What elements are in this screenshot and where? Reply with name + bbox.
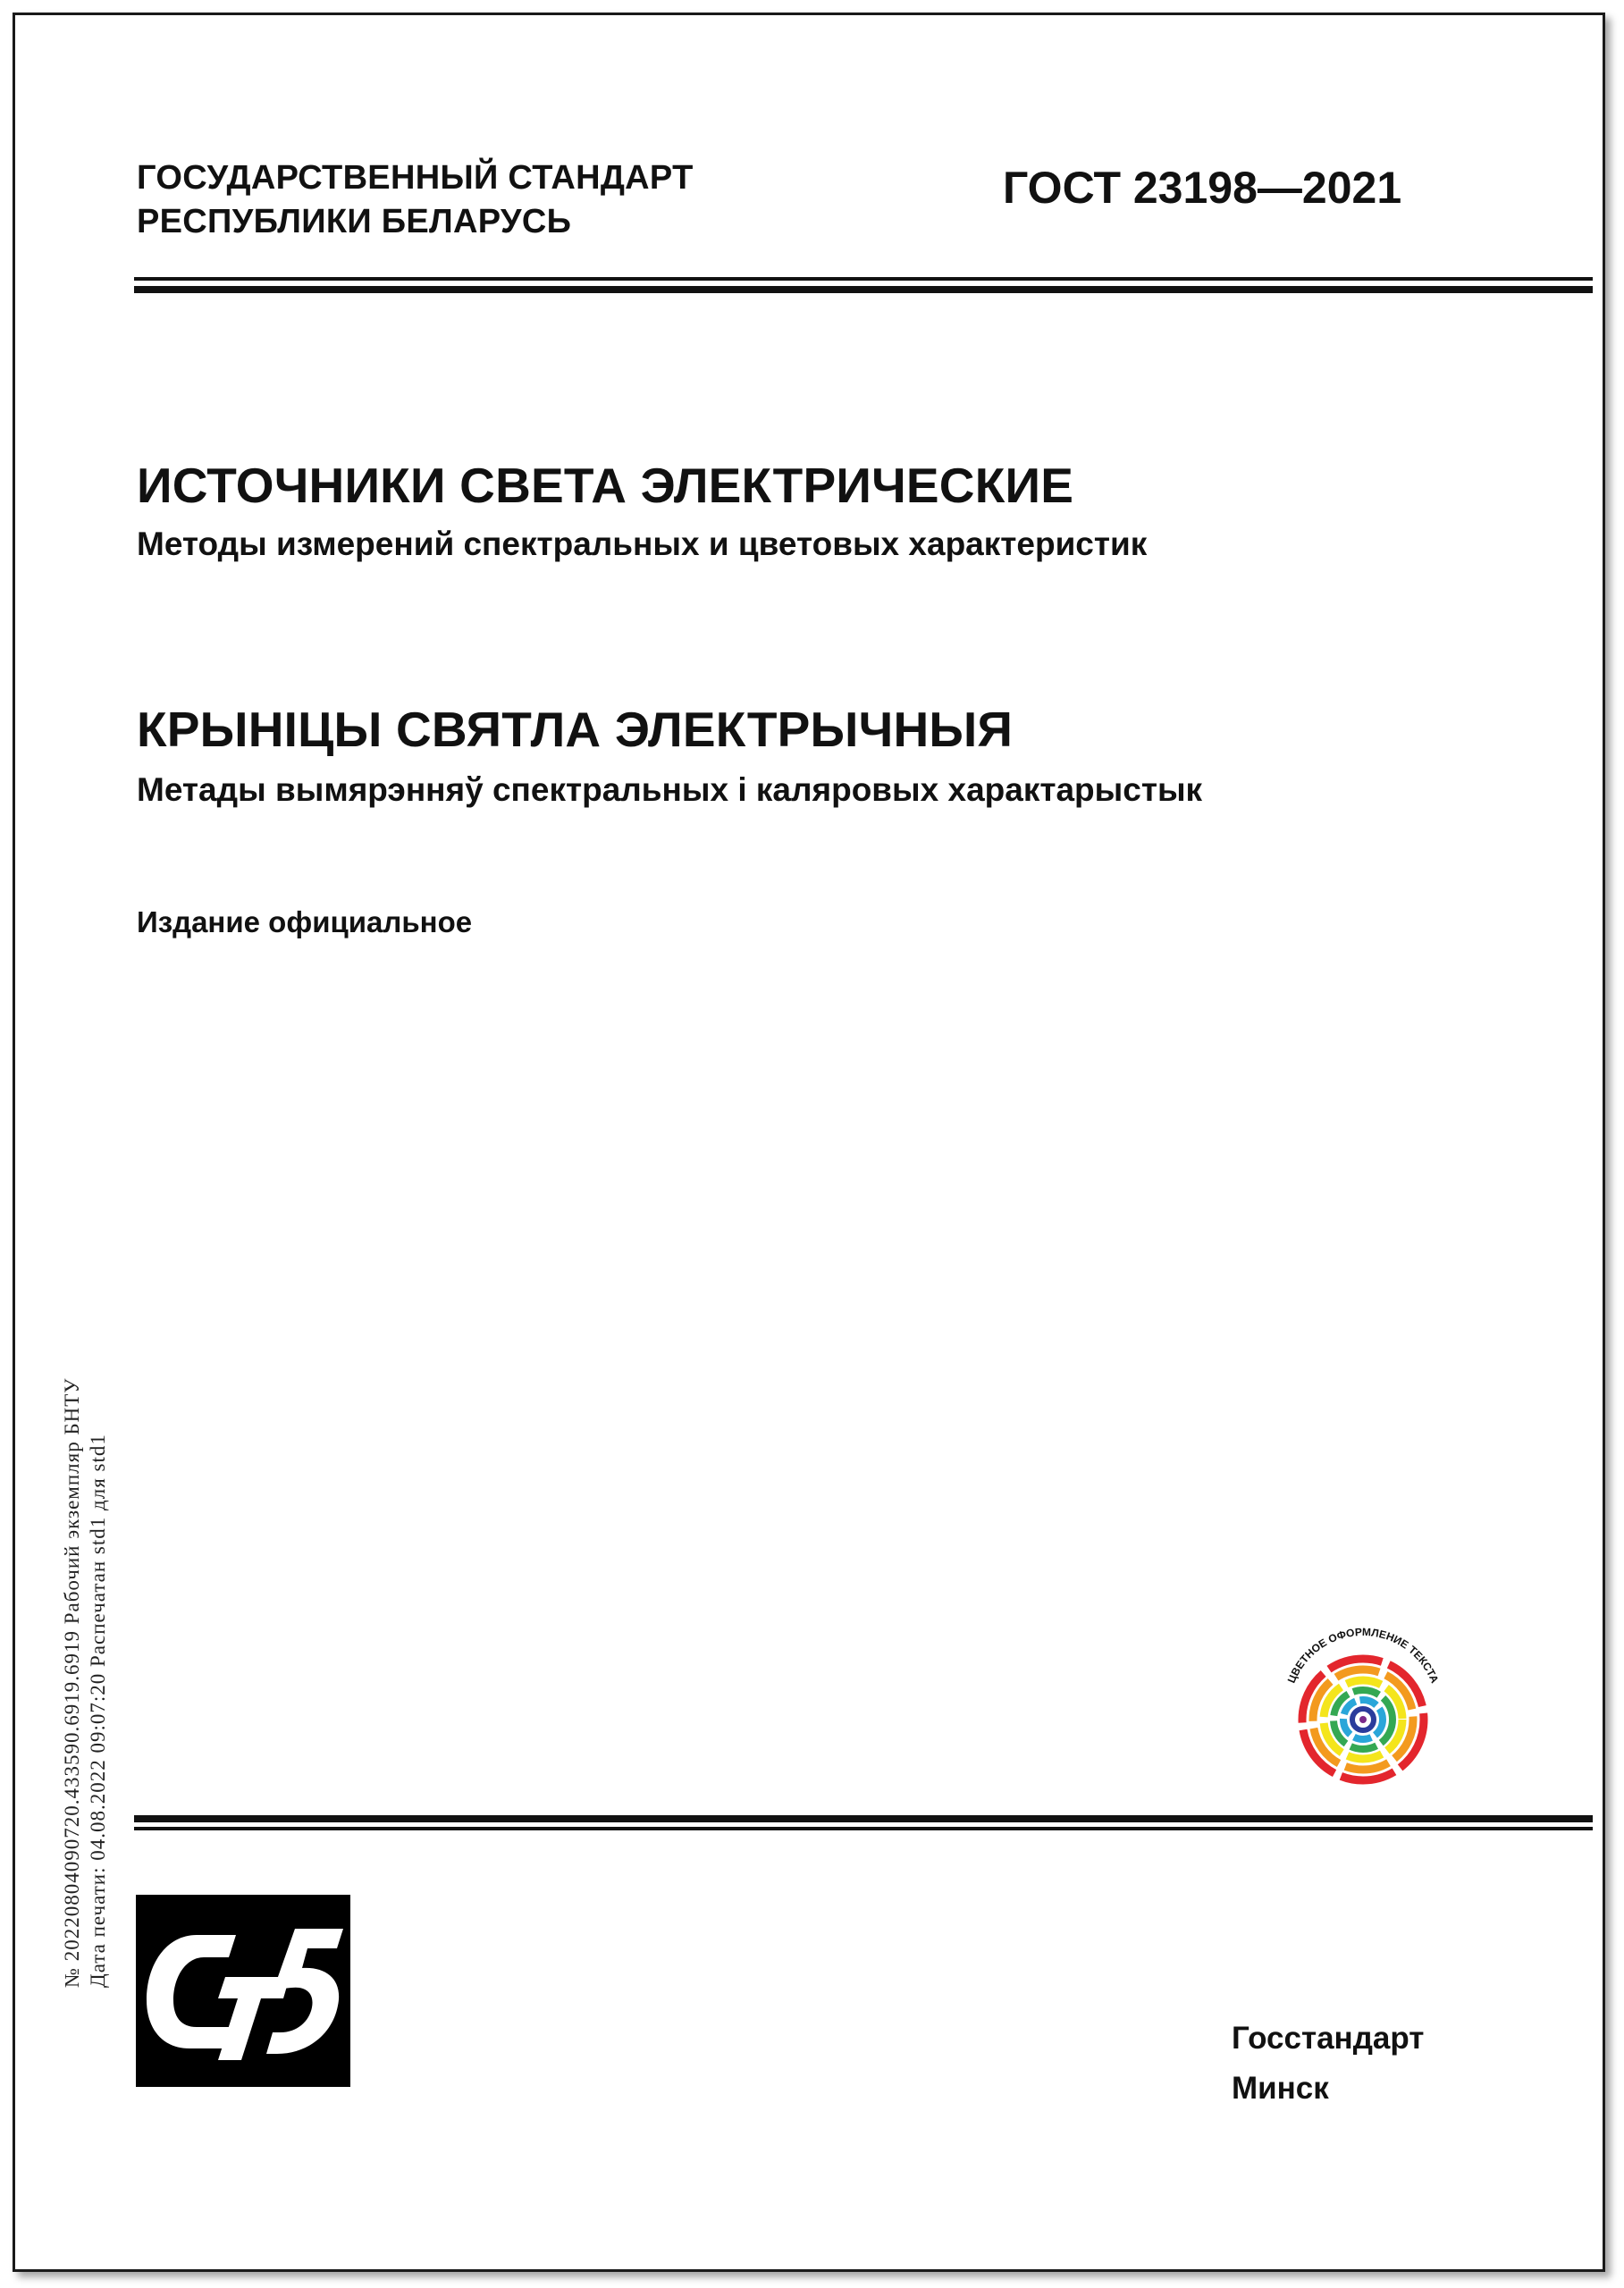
footer-rule-thin [134,1827,1593,1830]
header-state-standard [137,156,694,244]
subtitle-belarusian: Метады вымярэнняў спектральных і каляровых характарыстык [137,771,1203,808]
side-print-stamp [59,1183,111,1988]
gosstandart-logo [136,1895,350,2087]
title-russian: ИСТОЧНИКИ СВЕТА ЭЛЕКТРИЧЕСКИЕ [137,458,1074,513]
title-belarusian: КРЫНІЦЫ СВЯТЛА ЭЛЕКТРЫЧНЫЯ [137,702,1014,757]
logo-text: Ст5 [139,1905,141,1906]
publisher-block [1232,2014,1424,2114]
badge-text: ЦВЕТНОЕ ОФОРМЛЕНИЕ ТЕКСТА [1284,1625,1442,1686]
standard-number: ГОСТ 23198—2021 [1003,163,1402,213]
publisher-name: Госстандарт [1232,2021,1425,2056]
subtitle-russian: Методы измерений спектральных и цветовых характеристик [137,526,1148,562]
edition-label: Издание официальное [137,905,473,938]
header-rule-thin [134,277,1593,281]
side-stamp-line-2: Дата печати: 04.08.2022 09:07:20 Распечатан std1 для std1 [87,1434,109,1988]
footer-rule-thick [134,1815,1593,1822]
header-rule-thick [134,286,1593,293]
side-stamp-line-1: № 20220804090720.433590.6919.6919 Рабочий экземпляр БНТУ [61,1377,83,1988]
header-line-2: РЕСПУБЛИКИ БЕЛАРУСЬ [137,203,572,240]
header-line-1: ГОСУДАРСТВЕННЫЙ СТАНДАРТ [137,159,694,197]
publisher-city: Минск [1232,2071,1329,2106]
color-rings-icon [1274,1619,1452,1798]
